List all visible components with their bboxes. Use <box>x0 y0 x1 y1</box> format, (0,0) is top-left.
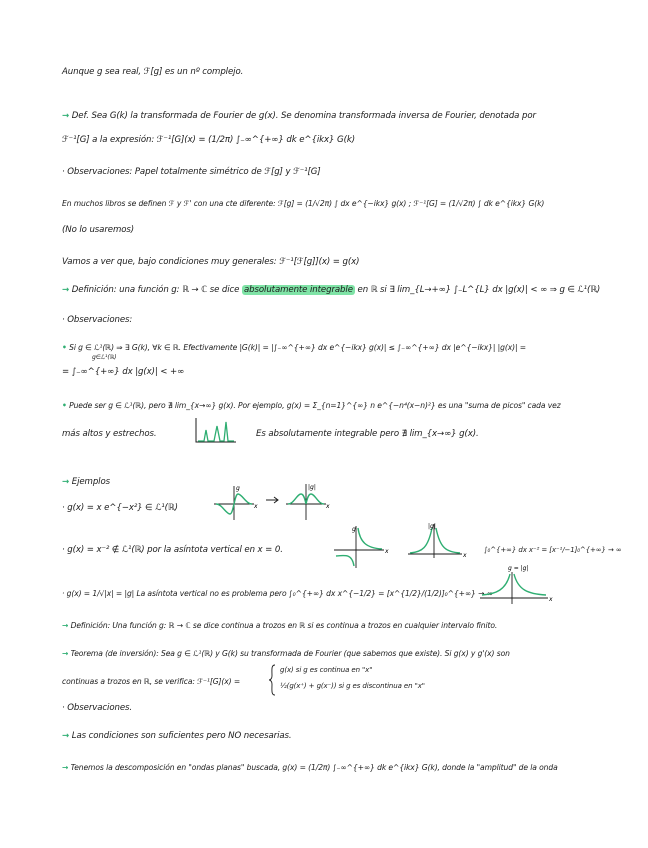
line-definition-inverse <box>62 110 536 122</box>
peaks-sketch <box>192 416 238 446</box>
line-alt-definitions: En muchos libros se definen ℱ y ℱ' con una cte diferente: ℱ[g] = (1/√2π) ∫ dx e^{−ikx} g(x) ; ℱ⁻¹[G] = (1/√2π) ∫ dk e^{ikx} G(k) <box>62 199 545 208</box>
line-sufficient <box>62 730 292 742</box>
arrow-right-icon <box>264 494 282 506</box>
graph-axis-label: g <box>236 485 240 492</box>
arrow-bullet-icon: → <box>62 285 70 295</box>
line-example-2: · g(x) = x⁻² ∉ ℒ¹(ℝ) por la asíntota vertical en x = 0. <box>62 545 283 555</box>
graph-axis-label: |g| <box>428 523 436 530</box>
line-example-1: · g(x) = x e^{−x²} ∈ ℒ¹(ℝ) <box>62 503 178 513</box>
graph-axis-label: x <box>385 548 389 555</box>
arrow-bullet-icon: → <box>62 731 70 741</box>
line-definition-piecewise <box>62 620 497 632</box>
graph-axis-label: g <box>352 526 356 533</box>
arrow-bullet-icon: → <box>62 111 70 121</box>
line-inversion-claim: Vamos a ver que, bajo condiciones muy generales: ℱ⁻¹[ℱ[g]](x) = g(x) <box>62 257 360 267</box>
arrow-bullet-icon: → <box>62 477 70 487</box>
line-intro: Aunque g sea real, ℱ[g] es un nº complejo. <box>62 67 244 77</box>
bullet-icon: • <box>62 401 67 410</box>
example1-graph-g <box>212 482 258 522</box>
line-peaks-conclusion: Es absolutamente integrable pero ∄ lim_{x→∞} g(x). <box>256 429 479 439</box>
line-inverse-formula: ℱ⁻¹[G] a la expresión: ℱ⁻¹[G](x) = (1/2π) ∫₋∞^{+∞} dk e^{ikx} G(k) <box>62 135 355 145</box>
line-not-used: (No lo usaremos) <box>62 225 135 235</box>
bound-note: g∈ℒ¹(ℝ) <box>92 354 117 361</box>
example1-graph-abs <box>284 480 330 522</box>
theorem-text: Teorema (de inversión): Sea g ∈ ℒ¹(ℝ) y G(k) su transformada de Fourier (que sabemos que existe). Si g(x) y g'(x) son <box>70 649 510 658</box>
line-examples-heading <box>62 476 110 488</box>
graph-axis-label: x <box>326 503 330 510</box>
definition-text-cont: en ℝ si ∃ lim_{L→+∞} ∫₋L^{L} dx |g(x)| < ∞ ⇒ g ∈ ℒ¹(ℝ) <box>357 285 601 295</box>
graph-axis-label: |g| <box>308 484 316 491</box>
arrow-bullet-icon: → <box>62 763 69 772</box>
arrow-bullet-icon: → <box>62 649 69 658</box>
definition-text: Definición: una función g: ℝ → ℂ se dice <box>71 285 240 295</box>
line-theorem <box>62 648 510 660</box>
example3-graph <box>476 562 556 606</box>
arrow-bullet-icon: → <box>62 621 69 630</box>
example2-graph-abs <box>404 520 468 564</box>
bullet-icon: • <box>62 343 67 352</box>
line-observations-3: · Observaciones. <box>62 703 133 713</box>
example2-graph-g <box>330 522 390 570</box>
line-observations-1: · Observaciones: Papel totalmente simétrico de ℱ[g] y ℱ⁻¹[G] <box>62 167 321 177</box>
graph-axis-label: g = |g| <box>508 565 529 572</box>
graph-axis-label: x <box>463 552 467 559</box>
line-plane-waves <box>62 762 558 774</box>
examples-heading: Ejemplos <box>71 477 111 487</box>
line-theorem-cont: continuas a trozos en ℝ, se verifica: ℱ⁻¹[G](x) = <box>62 677 241 686</box>
brace-icon <box>268 664 276 696</box>
line-peaks-desc: más altos y estrechos. <box>62 429 157 439</box>
bound-proof-text: Si g ∈ ℒ¹(ℝ) ⇒ ∃ G(k), ∀k ∈ ℝ. Efectivamente |G(k)| = |∫₋∞^{+∞} dx e^{−ikx} g(x)| ≤ ∫₋∞^{+∞} dx |e^{−ikx}| |g(x)| = <box>69 343 527 352</box>
line-observations-2: · Observaciones: <box>62 315 133 325</box>
case-discontinuous: ½(g(x⁺) + g(x⁻)) si g es discontinua en "x" <box>280 682 425 690</box>
line-bound-result: = ∫₋∞^{+∞} dx |g(x)| < +∞ <box>62 367 185 377</box>
example2-integral: ∫₀^{+∞} dx x⁻² = [x⁻¹/−1]₀^{+∞} → ∞ <box>484 546 622 554</box>
line-definition-abs-integrable <box>62 284 600 296</box>
highlighted-term: absolutamente integrable <box>243 285 353 295</box>
line-peaks-example <box>62 400 561 412</box>
graph-axis-label: x <box>254 503 258 510</box>
sufficient-text: Las condiciones son suficientes pero NO necesarias. <box>71 731 292 741</box>
case-continuous: g(x) si g es continua en "x" <box>280 666 373 674</box>
line-bound-proof <box>62 342 526 354</box>
peaks-example-text: Puede ser g ∈ ℒ¹(ℝ), pero ∄ lim_{x→∞} g(x). Por ejemplo, g(x) = Σ_{n=1}^{∞} n e^{−n⁴(x−n)²} es una "suma de picos" cada vez <box>69 401 561 410</box>
plane-waves-text: Tenemos la descomposición en "ondas planas" buscada, g(x) = (1/2π) ∫₋∞^{+∞} dk e^{ikx} G(k), donde la "amplitud" de la onda <box>70 763 558 772</box>
line-example-3: · g(x) = 1/√|x| = |g| La asíntota vertical no es problema pero ∫₀^{+∞} dx x^{−1/2} = [x^{1/2}/(1/2)]₀^{+∞} → ∞ <box>62 589 493 598</box>
definition-text: Def. Sea G(k) la transformada de Fourier de g(x). Se denomina transformada inversa de Fourier, denotada por <box>71 111 536 121</box>
graph-axis-label: x <box>549 596 553 603</box>
definition-text: Definición: Una función g: ℝ → ℂ se dice continua a trozos en ℝ si es continua a trozos en cualquier intervalo finito. <box>70 621 498 630</box>
